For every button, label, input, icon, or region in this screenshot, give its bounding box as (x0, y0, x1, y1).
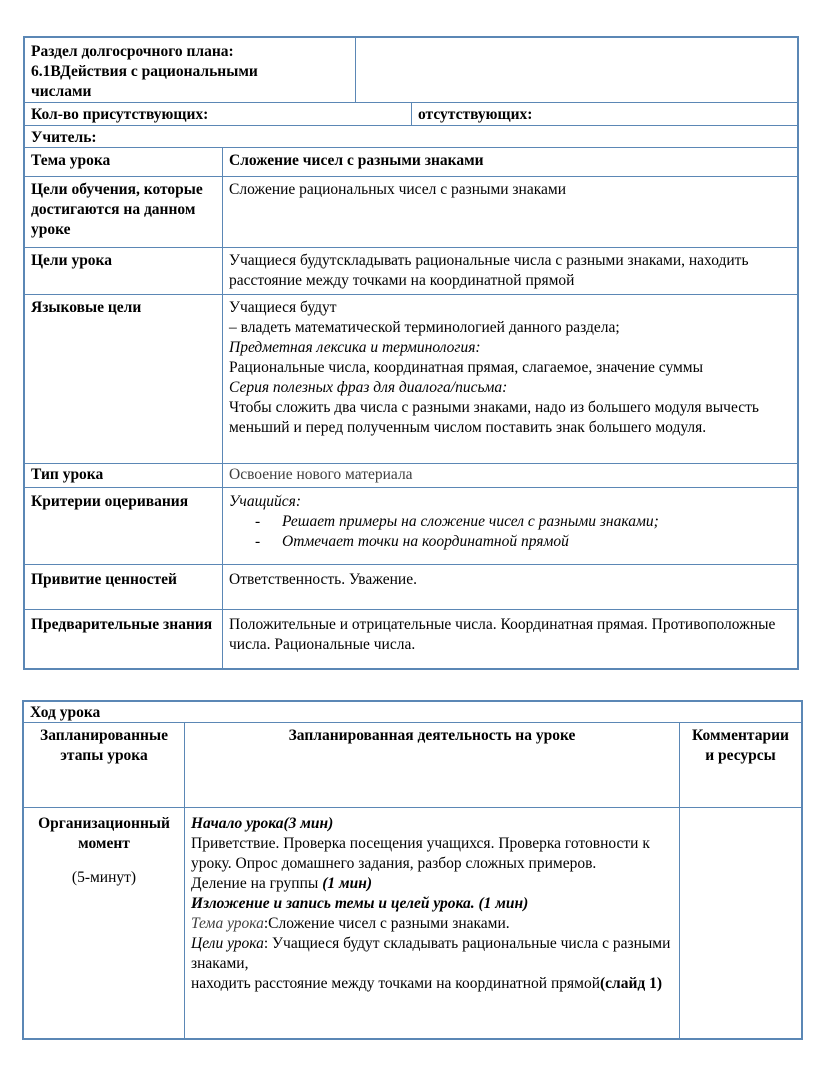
topic-row (25, 148, 797, 177)
topic-label: Тема урока (31, 152, 111, 169)
values-row (25, 565, 797, 610)
flow-topic-text: :Сложение чисел с разными знаками. (263, 915, 510, 932)
intro-heading: Изложение и запись темы и целей урока. (1 мин) (191, 895, 529, 912)
flow-title: Ход урока (30, 704, 101, 721)
groups-text: Деление на группы (191, 875, 323, 892)
goals-row (25, 248, 797, 295)
criteria-item-text: Решает примеры на сложение чисел с разными знаками; (282, 513, 659, 530)
section-empty-cell (355, 38, 797, 102)
lesson-plan-table (23, 36, 799, 670)
goals-label: Цели урока (31, 252, 113, 269)
dash-mark: - (255, 533, 261, 550)
language-label: Языковые цели (31, 299, 142, 316)
groups-line (191, 874, 673, 894)
section-value-1: 6.1ВДействия с рациональными (31, 63, 258, 80)
criteria-item (229, 532, 791, 552)
goals-value: Учащиеся будутскладывать рациональные числа с разными знаками, находить расстояние между точками на координатной прямой (222, 248, 797, 294)
col-stages-header: Запланированные этапы урока (40, 727, 168, 764)
section-value-2: числами (31, 83, 92, 100)
attendance-row (25, 103, 797, 126)
teacher-label: Учитель: (31, 129, 97, 146)
values-label: Привитие ценностей (31, 571, 177, 588)
flow-header-row (24, 723, 801, 808)
criteria-item-text: Отмечает точки на координатной прямой (282, 533, 569, 550)
absent-label: отсутствующих: (411, 103, 797, 125)
lesson-flow-table (22, 700, 803, 1040)
language-line-4: Рациональные числа, координатная прямая, слагаемое, значение суммы (229, 359, 704, 376)
language-row (25, 295, 797, 464)
present-label: Кол-во присутствующих: (31, 106, 209, 123)
flow-topic-label: Тема урока (191, 915, 264, 932)
groups-time: (1 мин) (322, 875, 372, 892)
objectives-row (25, 177, 797, 248)
flow-goals-text: : Учащиеся будут складывать рациональные числа с разными знаками, (191, 935, 671, 972)
language-value (222, 295, 797, 463)
language-line-6: Чтобы сложить два числа с разными знаками, надо из большего модуля вычесть меньший и перед полученным числом поставить знак большего модуля. (229, 399, 759, 436)
criteria-row (25, 488, 797, 565)
language-line-5: Серия полезных фраз для диалога/письма: (229, 379, 508, 396)
flow-goals-text-2: находить расстояние между точками на координатной прямой (191, 975, 601, 992)
goals-line (191, 934, 673, 974)
stage-time: (5-минут) (71, 869, 137, 886)
language-line-1: Учащиеся будут (229, 299, 337, 316)
prior-value: Положительные и отрицательные числа. Координатная прямая. Противоположные числа. Рациональные числа. (222, 610, 797, 668)
objectives-value: Сложение рациональных чисел с разными знаками (222, 177, 797, 247)
values-value: Ответственность. Уважение. (222, 565, 797, 609)
stage-name: Организационный момент (38, 815, 170, 852)
teacher-row (25, 126, 797, 148)
prior-label: Предварительные знания (31, 616, 213, 633)
col-activity-header: Запланированная деятельность на уроке (184, 723, 679, 807)
topic-line (191, 914, 673, 934)
comments-cell (679, 808, 801, 1038)
prior-row (25, 610, 797, 668)
objectives-label: Цели обучения, которые достигаются на данном уроке (31, 181, 203, 238)
dash-mark: - (255, 513, 261, 530)
criteria-intro: Учащийся: (229, 493, 302, 510)
section-label: Раздел долгосрочного плана: (31, 43, 234, 60)
language-line-2: – владеть математической терминологией данного раздела; (229, 319, 620, 336)
slide-ref: (слайд 1) (600, 975, 663, 992)
flow-title-row (24, 702, 801, 723)
criteria-value (222, 488, 797, 564)
criteria-item (229, 512, 791, 532)
section-row (25, 38, 797, 103)
start-text: Приветствие. Проверка посещения учащихся. Проверка готовности к уроку. Опрос домашнего задания, разбор сложных примеров. (191, 835, 650, 872)
type-label: Тип урока (31, 466, 104, 483)
type-value: Освоение нового материала (222, 464, 797, 487)
start-heading: Начало урока(3 мин) (191, 815, 334, 832)
activity-cell (184, 808, 679, 1038)
flow-goals-label: Цели урока (191, 935, 264, 952)
stage-row (24, 808, 801, 1038)
topic-value: Сложение чисел с разными знаками (222, 148, 797, 176)
stage-cell (24, 808, 184, 1038)
col-comments-header: Комментарии и ресурсы (679, 723, 801, 807)
section-cell (25, 38, 355, 102)
language-line-3: Предметная лексика и терминология: (229, 339, 481, 356)
type-row (25, 464, 797, 488)
goals-line-2 (191, 974, 673, 994)
criteria-label: Критерии оцеривания (31, 493, 189, 510)
